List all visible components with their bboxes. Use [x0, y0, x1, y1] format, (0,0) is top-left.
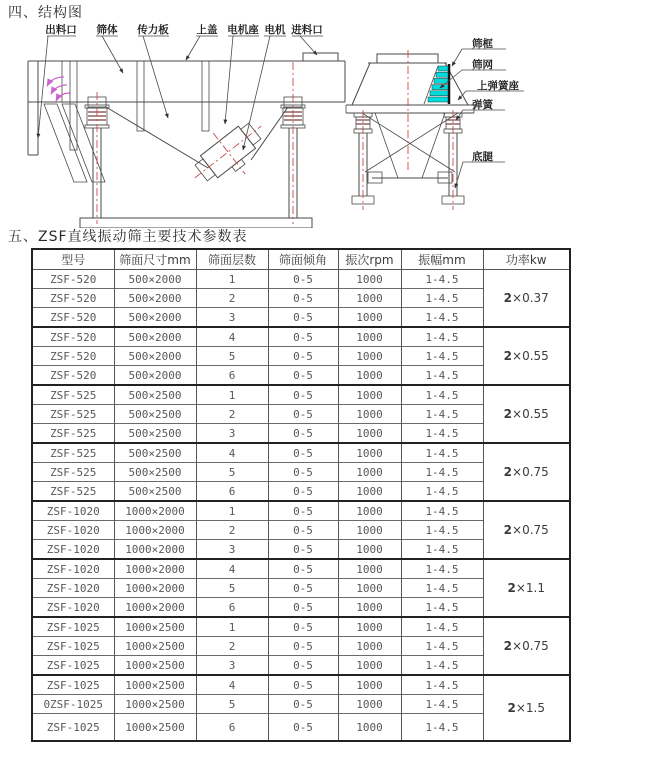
cell-amplitude: 1-4.5 [401, 540, 483, 560]
cell-screen-size: 1000×2500 [114, 617, 196, 637]
cell-amplitude: 1-4.5 [401, 347, 483, 366]
cell-amplitude: 1-4.5 [401, 695, 483, 714]
cell-rpm: 1000 [338, 463, 401, 482]
mesh-layer [430, 91, 448, 96]
cell-angle: 0-5 [268, 482, 338, 502]
params-table [31, 248, 571, 742]
cell-amplitude: 1-4.5 [401, 598, 483, 618]
cell-rpm: 1000 [338, 637, 401, 656]
side-view [28, 23, 345, 228]
cell-rpm: 1000 [338, 714, 401, 742]
label-top-cover: 上盖 [196, 24, 218, 36]
cell-screen-size: 500×2000 [114, 270, 196, 289]
label-motor: 电机 [264, 24, 286, 36]
cell-screen-size: 1000×2000 [114, 501, 196, 521]
cell-layers: 6 [196, 714, 268, 742]
feed-port-shape [303, 53, 338, 61]
col-header-angle: 筛面倾角 [268, 249, 338, 270]
cell-screen-size: 500×2500 [114, 482, 196, 502]
cell-screen-size: 1000×2000 [114, 579, 196, 598]
lower-frame [362, 113, 458, 183]
cell-rpm: 1000 [338, 579, 401, 598]
cell-screen-size: 1000×2000 [114, 598, 196, 618]
cell-power: 2×0.37 [483, 270, 570, 328]
structure-diagram [0, 20, 645, 228]
cell-model: ZSF-1020 [32, 540, 114, 560]
cell-layers: 5 [196, 579, 268, 598]
cell-layers: 4 [196, 327, 268, 347]
cell-rpm: 1000 [338, 366, 401, 386]
cell-layers: 4 [196, 559, 268, 579]
cell-model: ZSF-1025 [32, 637, 114, 656]
cell-angle: 0-5 [268, 540, 338, 560]
structure-section-title: 四、结构图 [8, 5, 83, 21]
cell-angle: 0-5 [268, 308, 338, 328]
left-spring-leg [85, 92, 109, 224]
cell-angle: 0-5 [268, 443, 338, 463]
cell-amplitude: 1-4.5 [401, 617, 483, 637]
cell-layers: 4 [196, 675, 268, 695]
cell-rpm: 1000 [338, 289, 401, 308]
cell-screen-size: 500×2000 [114, 327, 196, 347]
cell-screen-size: 1000×2500 [114, 675, 196, 695]
cell-model: ZSF-520 [32, 289, 114, 308]
cell-amplitude: 1-4.5 [401, 714, 483, 742]
cell-layers: 5 [196, 463, 268, 482]
cell-power: 2×0.75 [483, 443, 570, 501]
cell-screen-size: 1000×2500 [114, 656, 196, 676]
cell-amplitude: 1-4.5 [401, 482, 483, 502]
cell-layers: 1 [196, 385, 268, 405]
cell-amplitude: 1-4.5 [401, 559, 483, 579]
mesh-layer [434, 78, 448, 83]
cell-rpm: 1000 [338, 559, 401, 579]
cell-model: ZSF-1025 [32, 675, 114, 695]
motor-assembly [180, 107, 278, 200]
cell-model: ZSF-525 [32, 463, 114, 482]
cell-amplitude: 1-4.5 [401, 637, 483, 656]
label-screen-mesh: 筛网 [472, 59, 493, 71]
cell-screen-size: 500×2000 [114, 347, 196, 366]
cell-power: 2×1.5 [483, 675, 570, 741]
table-row [32, 675, 570, 695]
cell-model: ZSF-1020 [32, 501, 114, 521]
cell-amplitude: 1-4.5 [401, 366, 483, 386]
cell-angle: 0-5 [268, 463, 338, 482]
cell-power: 2×0.75 [483, 501, 570, 559]
cell-screen-size: 500×2000 [114, 308, 196, 328]
cell-amplitude: 1-4.5 [401, 501, 483, 521]
label-screen-frame: 筛框 [472, 38, 493, 50]
cell-model: ZSF-525 [32, 385, 114, 405]
header-row [32, 249, 570, 270]
cell-angle: 0-5 [268, 289, 338, 308]
cell-rpm: 1000 [338, 405, 401, 424]
cell-layers: 2 [196, 289, 268, 308]
cell-model: ZSF-520 [32, 327, 114, 347]
cell-screen-size: 1000×2000 [114, 540, 196, 560]
cell-model: ZSF-1025 [32, 714, 114, 742]
cell-screen-size: 1000×2000 [114, 521, 196, 540]
table-row [32, 385, 570, 405]
cell-rpm: 1000 [338, 308, 401, 328]
cell-model: ZSF-525 [32, 443, 114, 463]
cell-screen-size: 500×2500 [114, 424, 196, 444]
cell-angle: 0-5 [268, 270, 338, 289]
cell-amplitude: 1-4.5 [401, 308, 483, 328]
cell-layers: 5 [196, 695, 268, 714]
cell-power: 2×0.75 [483, 617, 570, 675]
cell-rpm: 1000 [338, 327, 401, 347]
cell-layers: 2 [196, 521, 268, 540]
cell-angle: 0-5 [268, 501, 338, 521]
cell-layers: 2 [196, 405, 268, 424]
cell-model: ZSF-520 [32, 347, 114, 366]
cell-angle: 0-5 [268, 424, 338, 444]
table-row [32, 559, 570, 579]
cell-layers: 1 [196, 270, 268, 289]
flow-arrows [47, 77, 70, 101]
cell-layers: 4 [196, 443, 268, 463]
cell-angle: 0-5 [268, 714, 338, 742]
cell-amplitude: 1-4.5 [401, 656, 483, 676]
mesh-layer [436, 72, 448, 77]
cell-amplitude: 1-4.5 [401, 443, 483, 463]
cell-layers: 3 [196, 308, 268, 328]
cell-model: ZSF-525 [32, 424, 114, 444]
cell-angle: 0-5 [268, 347, 338, 366]
cell-amplitude: 1-4.5 [401, 675, 483, 695]
cell-rpm: 1000 [338, 270, 401, 289]
cell-rpm: 1000 [338, 385, 401, 405]
table-row [32, 617, 570, 637]
cell-angle: 0-5 [268, 385, 338, 405]
cell-rpm: 1000 [338, 347, 401, 366]
cell-angle: 0-5 [268, 637, 338, 656]
label-screen-body: 筛体 [96, 24, 118, 36]
col-header-power: 功率kw [483, 249, 570, 270]
cell-screen-size: 500×2000 [114, 366, 196, 386]
cell-model: 0ZSF-1025 [32, 695, 114, 714]
label-upper-spring-seat: 上弹簧座 [477, 80, 519, 92]
cell-layers: 3 [196, 424, 268, 444]
params-section-title: 五、ZSF直线振动筛主要技术参数表 [8, 229, 248, 245]
internal-plates [70, 61, 209, 150]
cell-layers: 1 [196, 617, 268, 637]
cell-amplitude: 1-4.5 [401, 327, 483, 347]
cell-power: 2×1.1 [483, 559, 570, 617]
cell-power: 2×0.55 [483, 327, 570, 385]
cell-angle: 0-5 [268, 366, 338, 386]
cell-screen-size: 500×2500 [114, 405, 196, 424]
cell-rpm: 1000 [338, 424, 401, 444]
cell-layers: 6 [196, 598, 268, 618]
cell-model: ZSF-1020 [32, 521, 114, 540]
cell-rpm: 1000 [338, 501, 401, 521]
cell-model: ZSF-520 [32, 366, 114, 386]
col-header-amplitude: 振幅mm [401, 249, 483, 270]
end-view [346, 37, 524, 210]
label-motor-seat: 电机座 [227, 24, 259, 36]
cell-power: 2×0.55 [483, 385, 570, 443]
col-header-layers: 筛面层数 [196, 249, 268, 270]
cell-model: ZSF-520 [32, 270, 114, 289]
cell-angle: 0-5 [268, 327, 338, 347]
cell-amplitude: 1-4.5 [401, 270, 483, 289]
cell-amplitude: 1-4.5 [401, 405, 483, 424]
label-spring: 弹簧 [472, 99, 493, 111]
cell-rpm: 1000 [338, 443, 401, 463]
cell-angle: 0-5 [268, 675, 338, 695]
right-spring-leg [281, 62, 305, 224]
cell-model: ZSF-1020 [32, 579, 114, 598]
cell-model: ZSF-1025 [32, 656, 114, 676]
cell-angle: 0-5 [268, 656, 338, 676]
cell-screen-size: 500×2000 [114, 289, 196, 308]
col-header-screen-size: 筛面尺寸mm [114, 249, 196, 270]
col-header-rpm: 振次rpm [338, 249, 401, 270]
cell-rpm: 1000 [338, 521, 401, 540]
cell-angle: 0-5 [268, 617, 338, 637]
vibrating-screen-diagram-svg [0, 20, 645, 228]
label-bottom-leg: 底腿 [472, 151, 493, 163]
cell-layers: 3 [196, 540, 268, 560]
cell-rpm: 1000 [338, 598, 401, 618]
cell-rpm: 1000 [338, 675, 401, 695]
cell-screen-size: 1000×2500 [114, 637, 196, 656]
cell-layers: 3 [196, 656, 268, 676]
cell-layers: 5 [196, 347, 268, 366]
cell-rpm: 1000 [338, 656, 401, 676]
cell-amplitude: 1-4.5 [401, 385, 483, 405]
cell-screen-size: 1000×2500 [114, 714, 196, 742]
cell-angle: 0-5 [268, 695, 338, 714]
table-row [32, 443, 570, 463]
cell-screen-size: 500×2500 [114, 385, 196, 405]
cell-angle: 0-5 [268, 405, 338, 424]
mesh-layer [432, 85, 448, 90]
cell-model: ZSF-1020 [32, 559, 114, 579]
cell-rpm: 1000 [338, 617, 401, 637]
cell-rpm: 1000 [338, 695, 401, 714]
cell-rpm: 1000 [338, 540, 401, 560]
cell-layers: 1 [196, 501, 268, 521]
cell-model: ZSF-520 [32, 308, 114, 328]
cell-model: ZSF-525 [32, 405, 114, 424]
cell-model: ZSF-525 [32, 482, 114, 502]
cell-amplitude: 1-4.5 [401, 463, 483, 482]
cell-angle: 0-5 [268, 559, 338, 579]
cell-amplitude: 1-4.5 [401, 579, 483, 598]
table-row [32, 501, 570, 521]
cell-amplitude: 1-4.5 [401, 424, 483, 444]
side-view-callouts [38, 23, 323, 150]
cell-angle: 0-5 [268, 579, 338, 598]
cell-layers: 6 [196, 482, 268, 502]
cell-screen-size: 500×2500 [114, 463, 196, 482]
mesh-layer [428, 97, 448, 102]
table-row [32, 327, 570, 347]
col-header-model: 型号 [32, 249, 114, 270]
cell-screen-size: 500×2500 [114, 443, 196, 463]
cell-screen-size: 1000×2500 [114, 695, 196, 714]
label-feed-port: 进料口 [291, 24, 323, 36]
cell-layers: 2 [196, 637, 268, 656]
cell-angle: 0-5 [268, 521, 338, 540]
mesh-layer [438, 66, 448, 71]
label-force-plate: 传力板 [137, 24, 169, 36]
cell-amplitude: 1-4.5 [401, 289, 483, 308]
cell-screen-size: 1000×2000 [114, 559, 196, 579]
cell-model: ZSF-1025 [32, 617, 114, 637]
cell-angle: 0-5 [268, 598, 338, 618]
table-row [32, 270, 570, 289]
label-discharge-port: 出料口 [45, 24, 77, 36]
cell-rpm: 1000 [338, 482, 401, 502]
cell-amplitude: 1-4.5 [401, 521, 483, 540]
cell-layers: 6 [196, 366, 268, 386]
cell-model: ZSF-1020 [32, 598, 114, 618]
